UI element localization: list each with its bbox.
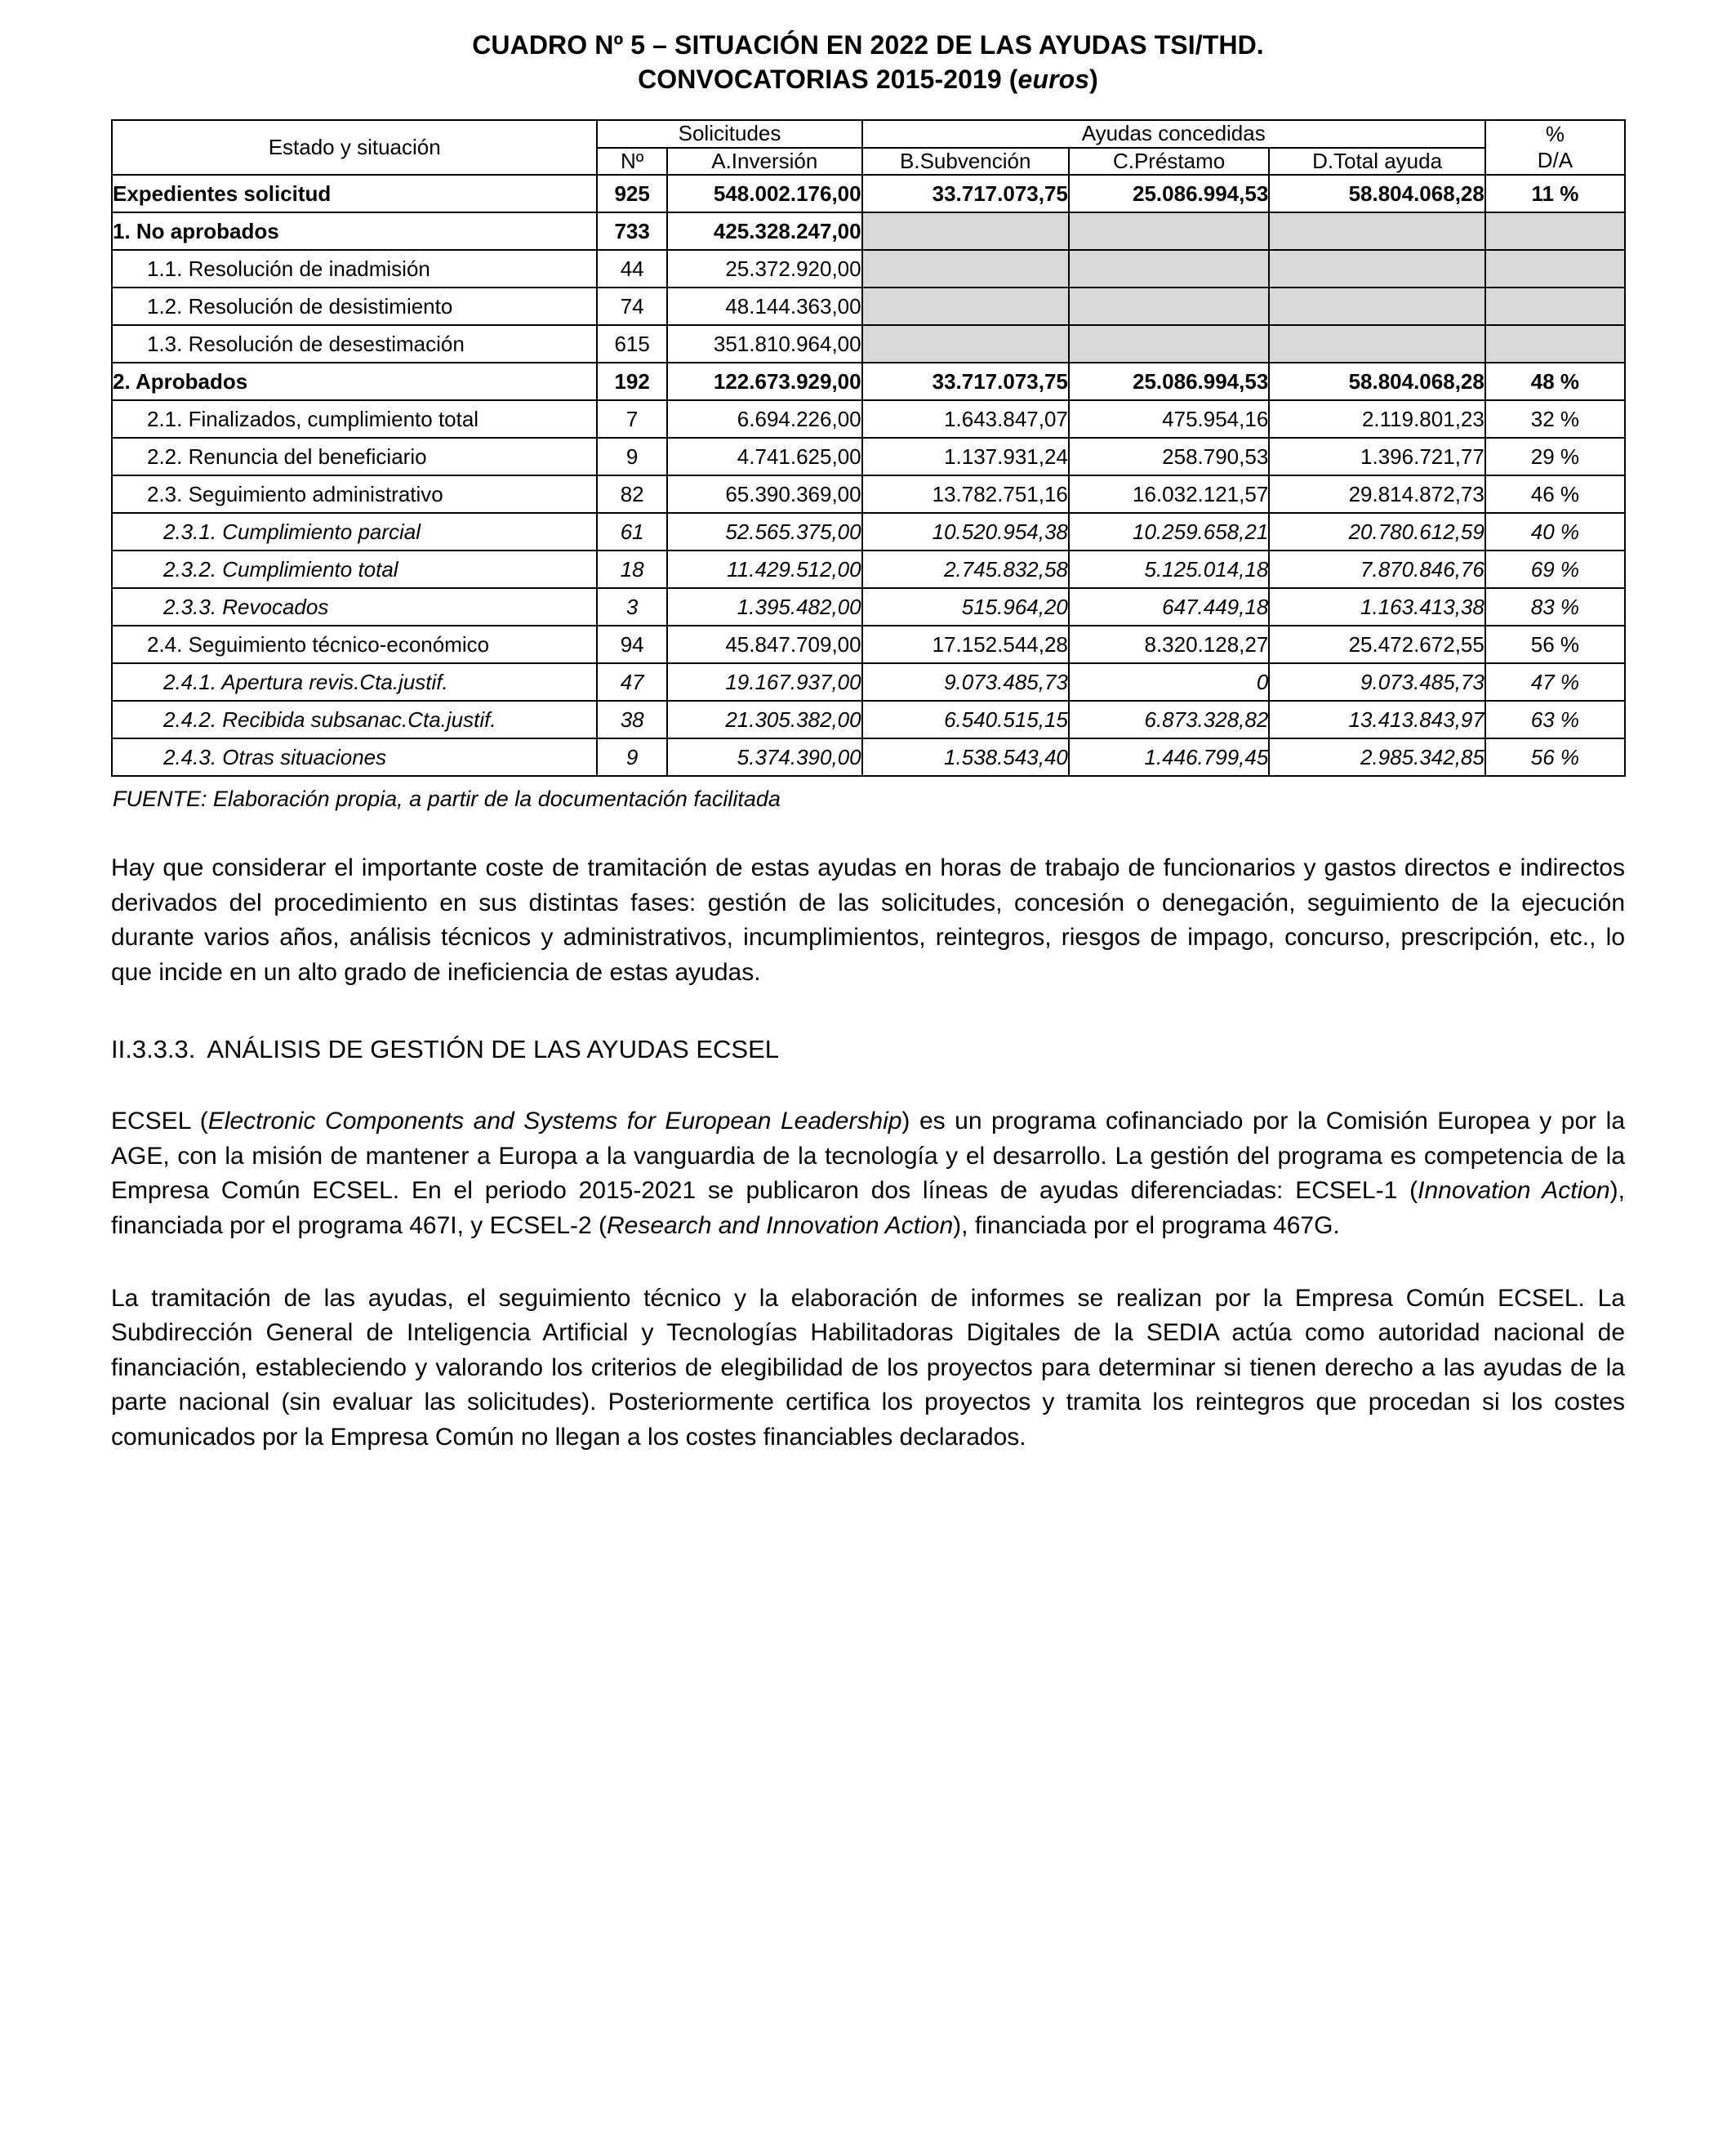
cell-subvencion: 33.717.073,75 xyxy=(862,363,1069,400)
table-row xyxy=(112,475,1625,513)
section-heading-ecsel xyxy=(111,1032,1625,1067)
cell-porcentaje xyxy=(1485,212,1625,250)
cell-total-ayuda: 2.119.801,23 xyxy=(1269,400,1485,438)
row-label: 2.3. Seguimiento administrativo xyxy=(112,475,597,513)
cell-prestamo xyxy=(1069,288,1269,325)
ecsel-seg-1: ECSEL ( xyxy=(111,1108,208,1135)
cell-total-ayuda: 58.804.068,28 xyxy=(1269,363,1485,400)
cell-numero: 82 xyxy=(597,475,667,513)
cell-inversion: 48.144.363,00 xyxy=(667,288,862,325)
cell-subvencion: 10.520.954,38 xyxy=(862,513,1069,551)
table-row xyxy=(112,288,1625,325)
table-row xyxy=(112,363,1625,400)
cell-subvencion: 1.538.543,40 xyxy=(862,738,1069,776)
cell-subvencion xyxy=(862,288,1069,325)
cell-total-ayuda: 29.814.872,73 xyxy=(1269,475,1485,513)
cell-subvencion: 515.964,20 xyxy=(862,588,1069,626)
cell-porcentaje xyxy=(1485,325,1625,363)
cell-inversion: 25.372.920,00 xyxy=(667,250,862,288)
title-line-2-suffix: ) xyxy=(1089,65,1098,95)
header-estado-situacion: Estado y situación xyxy=(112,120,597,174)
header-subvencion: B.Subvención xyxy=(862,148,1069,175)
row-label: 1.1. Resolución de inadmisión xyxy=(112,250,597,288)
cell-subvencion xyxy=(862,250,1069,288)
paragraph-coste-tramitacion: Hay que considerar el importante coste de tramitación de estas ayudas en horas de trabajo de funcionarios y gastos directos e indirectos derivados del procedimiento en sus distintas fases: gestión de las solicitudes, concesión o denegación, seguimiento de la ejecución durante varios años, análisis técnicos y administrativos, incumplimientos, reintegros, riesgos de impago, concurso, prescripción, etc., lo que incide en un alto grado de ineficiencia de estas ayudas. xyxy=(111,854,1625,986)
cell-prestamo: 647.449,18 xyxy=(1069,588,1269,626)
cell-porcentaje: 46 % xyxy=(1485,475,1625,513)
cell-prestamo: 5.125.014,18 xyxy=(1069,551,1269,588)
cell-numero: 44 xyxy=(597,250,667,288)
cell-prestamo: 0 xyxy=(1069,663,1269,701)
cell-numero: 9 xyxy=(597,738,667,776)
table-row xyxy=(112,663,1625,701)
cell-numero: 192 xyxy=(597,363,667,400)
cell-inversion: 1.395.482,00 xyxy=(667,588,862,626)
table-row xyxy=(112,588,1625,626)
cell-inversion: 122.673.929,00 xyxy=(667,363,862,400)
cell-numero: 9 xyxy=(597,438,667,475)
cell-porcentaje: 63 % xyxy=(1485,701,1625,738)
table-row xyxy=(112,400,1625,438)
cell-prestamo: 6.873.328,82 xyxy=(1069,701,1269,738)
cell-prestamo xyxy=(1069,250,1269,288)
table-body xyxy=(112,175,1625,776)
cell-prestamo xyxy=(1069,212,1269,250)
cell-prestamo: 8.320.128,27 xyxy=(1069,626,1269,663)
table-row xyxy=(112,626,1625,663)
row-label: 2.4.2. Recibida subsanac.Cta.justif. xyxy=(112,701,597,738)
cell-prestamo: 16.032.121,57 xyxy=(1069,475,1269,513)
cell-total-ayuda: 20.780.612,59 xyxy=(1269,513,1485,551)
table-row xyxy=(112,438,1625,475)
cell-inversion: 45.847.709,00 xyxy=(667,626,862,663)
row-label: 2.2. Renuncia del beneficiario xyxy=(112,438,597,475)
table-row xyxy=(112,513,1625,551)
page-title xyxy=(111,28,1625,96)
cell-numero: 733 xyxy=(597,212,667,250)
row-label: 1.3. Resolución de desestimación xyxy=(112,325,597,363)
table-row xyxy=(112,701,1625,738)
table-row xyxy=(112,212,1625,250)
cell-inversion: 425.328.247,00 xyxy=(667,212,862,250)
table-header xyxy=(112,120,1625,174)
cell-total-ayuda: 58.804.068,28 xyxy=(1269,175,1485,212)
cell-subvencion xyxy=(862,325,1069,363)
cell-numero: 7 xyxy=(597,400,667,438)
header-pct-ratio: D/A xyxy=(1537,147,1574,172)
table-header-row-1 xyxy=(112,120,1625,147)
cell-inversion: 5.374.390,00 xyxy=(667,738,862,776)
table-row xyxy=(112,551,1625,588)
cell-porcentaje: 32 % xyxy=(1485,400,1625,438)
row-label: 2.4. Seguimiento técnico-económico xyxy=(112,626,597,663)
row-label: 2.1. Finalizados, cumplimiento total xyxy=(112,400,597,438)
row-label: 2.3.2. Cumplimiento total xyxy=(112,551,597,588)
cell-numero: 38 xyxy=(597,701,667,738)
cell-total-ayuda xyxy=(1269,325,1485,363)
cell-porcentaje: 69 % xyxy=(1485,551,1625,588)
cell-porcentaje: 29 % xyxy=(1485,438,1625,475)
cell-total-ayuda: 1.163.413,38 xyxy=(1269,588,1485,626)
cell-subvencion xyxy=(862,212,1069,250)
cell-inversion: 548.002.176,00 xyxy=(667,175,862,212)
cell-subvencion: 2.745.832,58 xyxy=(862,551,1069,588)
cell-numero: 3 xyxy=(597,588,667,626)
cell-total-ayuda: 13.413.843,97 xyxy=(1269,701,1485,738)
header-prestamo: C.Préstamo xyxy=(1069,148,1269,175)
cell-inversion: 11.429.512,00 xyxy=(667,551,862,588)
cell-numero: 74 xyxy=(597,288,667,325)
cell-subvencion: 9.073.485,73 xyxy=(862,663,1069,701)
cell-prestamo: 25.086.994,53 xyxy=(1069,363,1269,400)
header-solicitudes: Solicitudes xyxy=(597,120,861,147)
row-label: 2.3.1. Cumplimiento parcial xyxy=(112,513,597,551)
cell-total-ayuda: 2.985.342,85 xyxy=(1269,738,1485,776)
cell-subvencion: 13.782.751,16 xyxy=(862,475,1069,513)
cell-inversion: 351.810.964,00 xyxy=(667,325,862,363)
row-label: Expedientes solicitud xyxy=(112,175,597,212)
cell-inversion: 52.565.375,00 xyxy=(667,513,862,551)
table-row xyxy=(112,738,1625,776)
section-title: ANÁLISIS DE GESTIÓN DE LAS AYUDAS ECSEL xyxy=(207,1035,780,1064)
cell-porcentaje: 40 % xyxy=(1485,513,1625,551)
cell-prestamo: 10.259.658,21 xyxy=(1069,513,1269,551)
table-row xyxy=(112,250,1625,288)
cell-porcentaje xyxy=(1485,250,1625,288)
cell-numero: 47 xyxy=(597,663,667,701)
title-line-1: CUADRO Nº 5 – SITUACIÓN EN 2022 DE LAS AYUDAS TSI/THD. xyxy=(472,30,1264,60)
header-pct-symbol: % xyxy=(1545,122,1565,147)
ecsel-seg-4: ), financiada por el programa 467G. xyxy=(953,1211,1340,1239)
ecsel-seg-2: ) es un programa cofinanciado por la Comisión Europea y por la AGE, con la misión de mantener a Europa a la vanguardia de la tecnología y el desarrollo. La gestión del programa es competencia de la Empresa Común ECSEL. En el periodo 2015-2021 se publicaron dos líneas de ayudas diferenciadas: ECSEL-1 ( xyxy=(111,1108,1626,1205)
cell-porcentaje: 11 % xyxy=(1485,175,1625,212)
cell-prestamo: 25.086.994,53 xyxy=(1069,175,1269,212)
cell-prestamo: 475.954,16 xyxy=(1069,400,1269,438)
row-label: 1. No aprobados xyxy=(112,212,597,250)
header-numero: Nº xyxy=(597,148,667,175)
cell-numero: 94 xyxy=(597,626,667,663)
title-line-2 xyxy=(111,62,1625,96)
header-porcentaje-da xyxy=(1485,120,1625,174)
ecsel-seg-3: ), financiada por el programa 467I, y ECSEL-2 ( xyxy=(111,1177,1625,1239)
row-label: 2.3.3. Revocados xyxy=(112,588,597,626)
cell-total-ayuda: 9.073.485,73 xyxy=(1269,663,1485,701)
row-label: 2.4.1. Apertura revis.Cta.justif. xyxy=(112,663,597,701)
cell-total-ayuda: 1.396.721,77 xyxy=(1269,438,1485,475)
cell-total-ayuda xyxy=(1269,288,1485,325)
cell-total-ayuda: 7.870.846,76 xyxy=(1269,551,1485,588)
cell-inversion: 21.305.382,00 xyxy=(667,701,862,738)
cell-subvencion: 17.152.544,28 xyxy=(862,626,1069,663)
title-line-2-italic: euros xyxy=(1017,65,1090,95)
cell-numero: 925 xyxy=(597,175,667,212)
cell-total-ayuda: 25.472.672,55 xyxy=(1269,626,1485,663)
table-row xyxy=(112,175,1625,212)
ayudas-table xyxy=(111,119,1626,776)
cell-porcentaje: 83 % xyxy=(1485,588,1625,626)
row-label: 2. Aprobados xyxy=(112,363,597,400)
cell-subvencion: 33.717.073,75 xyxy=(862,175,1069,212)
row-label: 2.4.3. Otras situaciones xyxy=(112,738,597,776)
ecsel-italic-1: Electronic Components and Systems for European Leadership xyxy=(207,1108,902,1135)
cell-porcentaje: 48 % xyxy=(1485,363,1625,400)
paragraph-ecsel-intro xyxy=(111,1104,1625,1243)
cell-subvencion: 1.643.847,07 xyxy=(862,400,1069,438)
header-inversion: A.Inversión xyxy=(667,148,862,175)
cell-porcentaje: 56 % xyxy=(1485,626,1625,663)
table-row xyxy=(112,325,1625,363)
cell-inversion: 65.390.369,00 xyxy=(667,475,862,513)
table-source-note: FUENTE: Elaboración propia, a partir de la documentación facilitada xyxy=(113,786,781,811)
ecsel-italic-3: Research and Innovation Action xyxy=(607,1211,954,1239)
cell-total-ayuda xyxy=(1269,250,1485,288)
section-number: II.3.3.3. xyxy=(111,1035,196,1064)
cell-inversion: 4.741.625,00 xyxy=(667,438,862,475)
cell-prestamo: 258.790,53 xyxy=(1069,438,1269,475)
cell-numero: 18 xyxy=(597,551,667,588)
cell-porcentaje xyxy=(1485,288,1625,325)
cell-numero: 61 xyxy=(597,513,667,551)
cell-subvencion: 1.137.931,24 xyxy=(862,438,1069,475)
cell-inversion: 19.167.937,00 xyxy=(667,663,862,701)
header-total-ayuda: D.Total ayuda xyxy=(1269,148,1485,175)
cell-prestamo xyxy=(1069,325,1269,363)
cell-inversion: 6.694.226,00 xyxy=(667,400,862,438)
header-ayudas-concedidas: Ayudas concedidas xyxy=(862,120,1485,147)
row-label: 1.2. Resolución de desistimiento xyxy=(112,288,597,325)
cell-subvencion: 6.540.515,15 xyxy=(862,701,1069,738)
cell-numero: 615 xyxy=(597,325,667,363)
ecsel-italic-2: Innovation Action xyxy=(1418,1177,1610,1205)
cell-prestamo: 1.446.799,45 xyxy=(1069,738,1269,776)
cell-porcentaje: 47 % xyxy=(1485,663,1625,701)
paragraph-tramitacion-ecsel: La tramitación de las ayudas, el seguimiento técnico y la elaboración de informes se realizan por la Empresa Común ECSEL. La Subdirección General de Inteligencia Artificial y Tecnologías Habilitadoras Digitales de la SEDIA actúa como autoridad nacional de financiación, estableciendo y valorando los criterios de elegibilidad de los proyectos para determinar si tienen derecho a las ayudas de la parte nacional (sin evaluar las solicitudes). Posteriormente certifica los proyectos y tramita los reintegros que procedan si los costes comunicados por la Empresa Común no llegan a los costes financiables declarados. xyxy=(111,1284,1625,1451)
cell-porcentaje: 56 % xyxy=(1485,738,1625,776)
cell-total-ayuda xyxy=(1269,212,1485,250)
title-line-2-prefix: CONVOCATORIAS 2015-2019 ( xyxy=(638,65,1018,95)
